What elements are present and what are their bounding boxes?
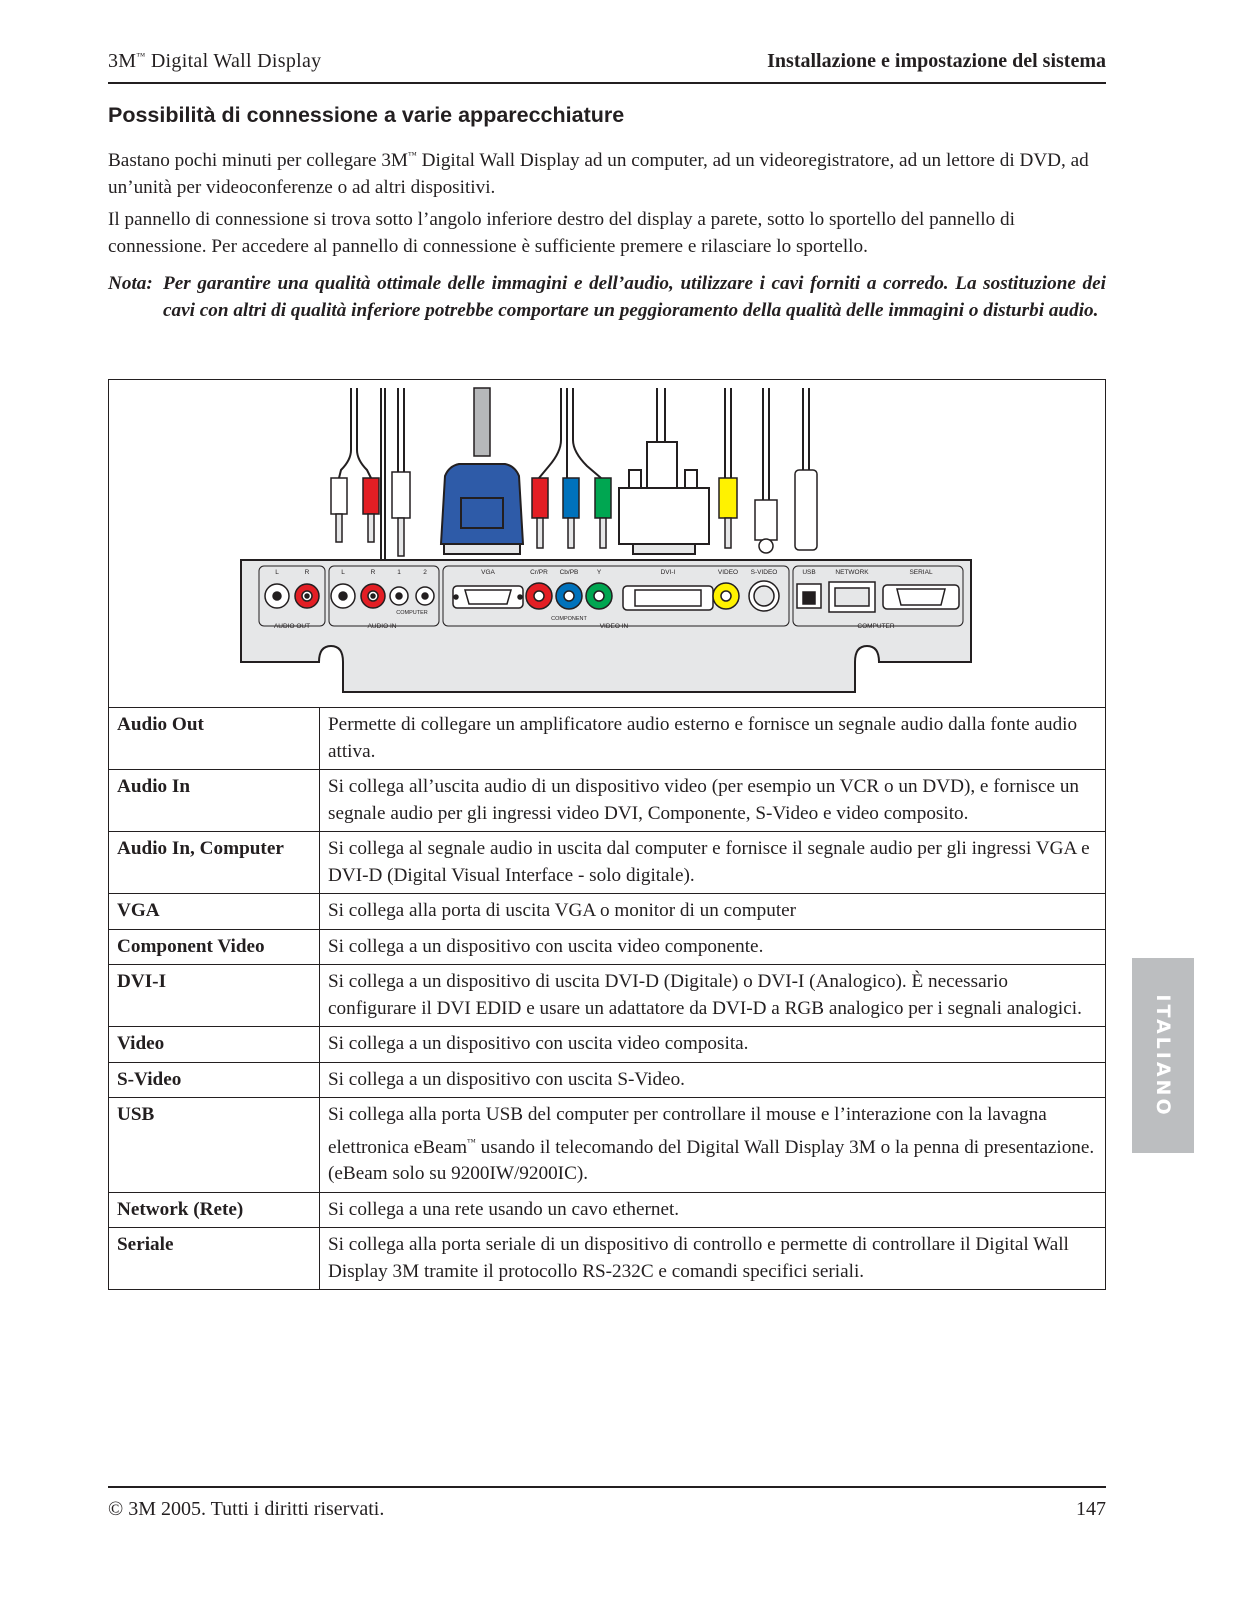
row-desc: Si collega alla porta di uscita VGA o monitor di un computer [320, 894, 1106, 930]
row-key: Network (Rete) [109, 1192, 320, 1228]
rca-plug-blue-component [563, 478, 579, 548]
label-audio-out-group: AUDIO OUT [273, 623, 311, 630]
row-desc: Si collega a un dispositivo con uscita video composita. [320, 1027, 1106, 1063]
page-number: 147 [1076, 1498, 1106, 1520]
row-key: Audio In [109, 770, 320, 832]
audio-in-r-port [361, 584, 385, 608]
label-cr: Cr/PR [530, 569, 548, 576]
row-key: Audio Out [109, 708, 320, 770]
vga-plug [441, 464, 523, 554]
component-cable [539, 388, 601, 478]
label-audio-in-r: R [370, 569, 376, 576]
serial-cable [803, 388, 809, 470]
row-key: Seriale [109, 1228, 320, 1290]
label-component: COMPONENT [551, 616, 587, 622]
row-key: VGA [109, 894, 320, 930]
label-network: NETWORK [835, 569, 869, 576]
video-cable [725, 388, 731, 478]
row-desc: Si collega a un dispositivo con uscita video componente. [320, 929, 1106, 965]
audio-in-l-port [331, 584, 355, 608]
rca-plug-red-component [532, 478, 548, 548]
section-heading: Possibilità di connessione a varie apparecchiature [108, 103, 625, 127]
table-row [109, 965, 1106, 1027]
row-desc: Si collega a un dispositivo di uscita DVI-D (Digitale) o DVI-I (Analogico). È necessario configurare il DVI EDID e usare un adattatore da DVI-D a RGB analogico per i segnali analogici. [320, 965, 1106, 1027]
component-cr-port [526, 583, 552, 609]
label-vga: VGA [481, 569, 495, 576]
label-audio-in-l: L [341, 569, 345, 576]
note-block [108, 270, 1106, 324]
connection-panel-figure [108, 379, 1106, 707]
table-row [109, 1062, 1106, 1098]
table-row [109, 770, 1106, 832]
note-label: Nota: [108, 273, 153, 294]
rca-plug-red [363, 478, 379, 542]
video-port [713, 583, 739, 609]
label-y: Y [596, 569, 602, 576]
table-row [109, 1192, 1106, 1228]
label-audio-out-r: R [304, 569, 310, 576]
rca-plug-green-component [595, 478, 611, 548]
connection-table [108, 707, 1106, 1290]
audio-out-r-port [295, 584, 319, 608]
svideo-port [749, 581, 779, 611]
row-desc: Si collega al segnale audio in uscita dal computer e fornisce il segnale audio per gli ingressi VGA e DVI-D (Digital Visual Interface - solo digitale). [320, 832, 1106, 894]
audio-in-computer-1-port [390, 587, 408, 605]
row-desc: Si collega all’uscita audio di un dispositivo video (per esempio un VCR o un DVD), e fornisce un segnale audio per gli ingressi video DVI, Componente, S-Video e video composito. [320, 770, 1106, 832]
rca-plug-yellow [719, 478, 737, 548]
table-row [109, 1098, 1106, 1193]
audio-in-computer-2-port [416, 587, 434, 605]
vga-port [453, 586, 523, 608]
label-serial: SERIAL [909, 569, 933, 576]
serial-plug [795, 470, 817, 550]
row-key: S-Video [109, 1062, 320, 1098]
row-key: USB [109, 1098, 320, 1193]
label-video: VIDEO [717, 569, 739, 576]
table-row [109, 929, 1106, 965]
label-video-in-group: VIDEO IN [599, 623, 629, 630]
header-product-name: 3M™ Digital Wall Display [108, 50, 322, 72]
page-footer [108, 1486, 1106, 1520]
svideo-plug [755, 500, 777, 553]
page-header [108, 48, 1106, 84]
dvi-i-port [623, 586, 713, 610]
table-row [109, 708, 1106, 770]
label-svideo: S-VIDEO [750, 569, 778, 576]
svideo-cable [763, 388, 769, 500]
table-row [109, 894, 1106, 930]
label-dvi: DVI-I [660, 569, 676, 576]
label-audio-in-1: 1 [397, 569, 401, 576]
label-computer-group: COMPUTER [857, 623, 895, 630]
vga-cable [474, 388, 490, 456]
table-row [109, 1228, 1106, 1290]
label-cb: Cb/PB [559, 569, 579, 576]
panel-location-paragraph: Il pannello di connessione si trova sotto l’angolo inferiore destro del display a parete, sotto lo sportello del pannello di connessione. Per accedere al pannello di connessione è sufficiente premere e rilasciare lo sportello. [108, 209, 1015, 257]
row-desc: Si collega a un dispositivo con uscita S-Video. [320, 1062, 1106, 1098]
dvi-plug [619, 442, 709, 554]
dvi-cable [657, 388, 665, 442]
row-desc: Si collega a una rete usando un cavo ethernet. [320, 1192, 1106, 1228]
language-side-tab [1132, 958, 1194, 1153]
connection-panel-illustration [109, 380, 1105, 707]
row-key: DVI-I [109, 965, 320, 1027]
row-desc: Si collega alla porta seriale di un dispositivo di controllo e permette di controllare il Digital Wall Display 3M tramite il protocollo RS-232C e comandi specifici seriali. [320, 1228, 1106, 1290]
label-audio-out-l: L [275, 569, 279, 576]
intro-paragraph: Bastano pochi minuti per collegare 3M™ Digital Wall Display ad un computer, ad un videoregistratore, ad un lettore di DVD, ad un’unità per videoconferenze o ad altri dispositivi. [108, 150, 1089, 198]
row-desc: Si collega alla porta USB del computer per controllare il mouse e l’interazione con la lavagna elettronica eBeam™ usando il telecomando del Digital Wall Display 3M o la penna di presentazione. (eBeam solo su 9200IW/9200IC). [320, 1098, 1106, 1193]
header-section-title: Installazione e impostazione del sistema [767, 50, 1106, 72]
label-audio-in-group: AUDIO IN [367, 623, 397, 630]
table-row [109, 832, 1106, 894]
row-key: Component Video [109, 929, 320, 965]
label-audio-in-2: 2 [423, 569, 427, 576]
audio-in-cable [398, 388, 404, 472]
component-cb-port [556, 583, 582, 609]
serial-port [883, 585, 959, 609]
language-side-tab-label: ITALIANO [1152, 993, 1174, 1118]
row-key: Audio In, Computer [109, 832, 320, 894]
table-row [109, 1027, 1106, 1063]
rca-plug-white [331, 478, 347, 542]
row-key: Video [109, 1027, 320, 1063]
label-usb: USB [802, 569, 816, 576]
component-y-port [586, 583, 612, 609]
copyright-text: © 3M 2005. Tutti i diritti riservati. [108, 1498, 385, 1520]
usb-port [797, 584, 821, 608]
audio-jack-plug [392, 472, 410, 556]
note-text: Per garantire una qualità ottimale delle immagini e dell’audio, utilizzare i cavi forniti a corredo. La sostituzione dei cavi con altri di qualità inferiore potrebbe comportare un peggioramento della qualità delle immagini o disturbi audio. [163, 273, 1106, 321]
network-port [829, 582, 875, 612]
label-computer-small: COMPUTER [396, 610, 428, 616]
row-desc: Permette di collegare un amplificatore audio esterno e fornisce un segnale audio dalla fonte audio attiva. [320, 708, 1106, 770]
audio-out-l-port [265, 584, 289, 608]
